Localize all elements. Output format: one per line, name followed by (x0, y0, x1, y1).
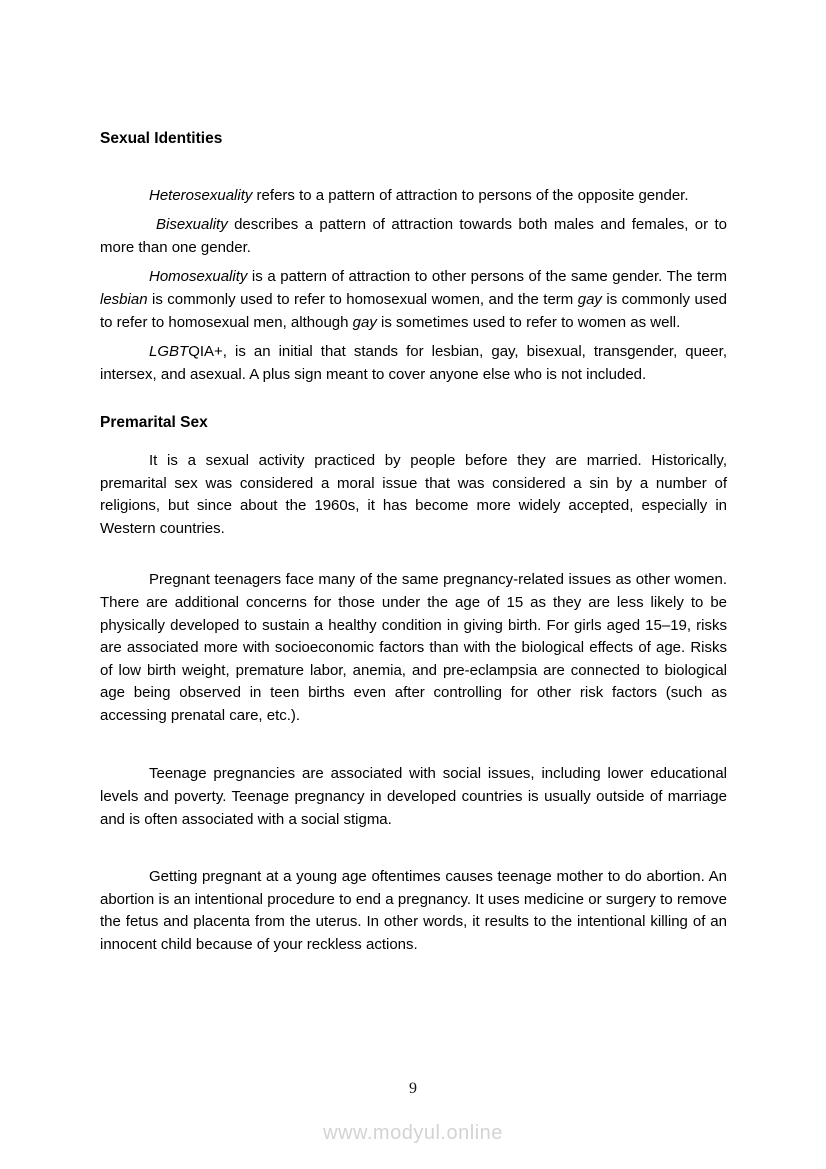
italic-term: lesbian (100, 290, 148, 308)
paragraph-homosexuality (100, 266, 727, 334)
text-run: is sometimes used to refer to women as well. (376, 313, 681, 331)
italic-term: gay (577, 290, 602, 308)
text-run: is a pattern of attraction to other persons of the same gender. The term (247, 268, 727, 286)
text-run: is commonly used to refer to homosexual women, and the term (147, 290, 578, 308)
paragraph-abortion (100, 866, 727, 956)
paragraph-lgbtqia (100, 341, 727, 386)
italic-term: Bisexuality (156, 216, 228, 234)
italic-term: Homosexuality (149, 268, 248, 286)
paragraph-bisexuality (100, 214, 727, 259)
paragraph-heterosexuality (100, 185, 727, 208)
text-run: describes a pattern of attraction towards both males and females, or to more than one gender. (100, 216, 727, 256)
text-run: QIA+, is an initial that stands for lesbian, gay, bisexual, transgender, queer, intersex, and asexual. A plus sign meant to cover anyone else who is not included. (100, 343, 727, 383)
text-run: Teenage pregnancies are associated with social issues, including lower educational levels and poverty. Teenage pregnancy in developed countries is usually outside of marriage and is often associated with a social stigma. (100, 765, 727, 828)
italic-term: LGBT (149, 343, 189, 361)
text-run: refers to a pattern of attraction to persons of the opposite gender. (252, 186, 689, 204)
text-run: It is a sexual activity practiced by people before they are married. Historically, premarital sex was considered a moral issue that was considered a sin by a number of religions, but since about the 1960s, it has become more widely accepted, especially in Western countries. (100, 451, 727, 537)
heading-sexual-identities: Sexual Identities (100, 130, 223, 147)
italic-term: gay (352, 313, 377, 331)
paragraph-teenage-pregnancies (100, 763, 727, 831)
heading-premarital-sex: Premarital Sex (100, 414, 208, 432)
text-run: is commonly used to refer to homosexual men, although (100, 290, 727, 331)
italic-term: Heterosexuality (149, 186, 253, 204)
text-run: Pregnant teenagers face many of the same pregnancy-related issues as other women. There are additional concerns for those under the age of 15 as they are less likely to be physically developed to sustain a healthy condition in giving birth. For girls aged 15–19, risks are associated more with socioeconomic factors than with the biological effects of age. Risks of low birth weight, premature labor, anemia, and pre-eclampsia are connected to biological age being observed in teen births even after controlling for other risk factors (such as accessing prenatal care, etc.). (100, 571, 727, 724)
paragraph-pregnant-teenagers (100, 569, 727, 727)
paragraph-premarital-definition (100, 450, 727, 540)
page-number: 9 (409, 1080, 417, 1097)
text-run: Getting pregnant at a young age oftentimes causes teenage mother to do abortion. An abortion is an intentional procedure to end a pregnancy. It uses medicine or surgery to remove the fetus and placenta from the uterus. In other words, it results to the intentional killing of an innocent child because of your reckless actions. (100, 868, 727, 954)
watermark-url: www.modyul.online (323, 1122, 503, 1144)
document-content (100, 0, 727, 964)
